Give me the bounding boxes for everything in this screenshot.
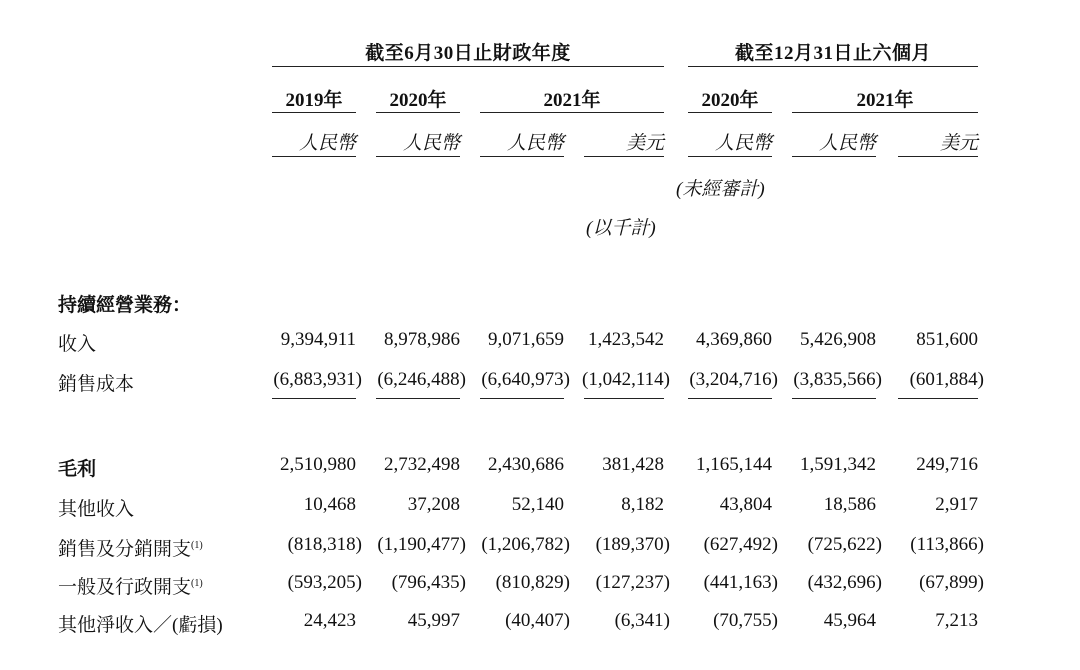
table-cell: (432,696) xyxy=(807,572,882,593)
row-label-text: 其他收入 xyxy=(58,499,135,520)
table-cell: 43,804 xyxy=(719,494,772,515)
year-rule xyxy=(480,112,664,113)
row-label xyxy=(58,572,203,599)
footnote-marker: (1) xyxy=(191,578,203,589)
table-cell: 45,964 xyxy=(823,610,876,631)
table-cell: (189,370) xyxy=(595,534,670,555)
table-cell: (601,884) xyxy=(909,369,984,390)
currency-header: 人民幣 xyxy=(298,133,356,154)
row-label xyxy=(58,534,203,561)
table-cell: 851,600 xyxy=(916,329,978,350)
row-label-text: 一般及行政開支 xyxy=(58,577,192,598)
subtotal-rule xyxy=(584,398,664,399)
year-header-2021-fy: 2021年 xyxy=(543,90,601,111)
table-cell: (6,883,931) xyxy=(273,369,362,390)
row-label xyxy=(58,329,96,356)
year-rule xyxy=(376,112,460,113)
table-cell: 4,369,860 xyxy=(696,329,772,350)
subtotal-rule xyxy=(480,398,564,399)
currency-rule xyxy=(584,156,664,157)
table-cell: (6,640,973) xyxy=(481,369,570,390)
table-cell: 2,917 xyxy=(935,494,978,515)
table-cell: 7,213 xyxy=(935,610,978,631)
table-cell: (1,206,782) xyxy=(481,534,570,555)
row-label-text: 銷售及分銷開支 xyxy=(58,539,192,560)
row-label xyxy=(58,369,134,396)
row-label-text: 收入 xyxy=(58,334,97,355)
row-label-text: 銷售成本 xyxy=(58,374,135,395)
subtotal-rule xyxy=(376,398,460,399)
subtotal-rule xyxy=(898,398,978,399)
subtotal-rule xyxy=(792,398,876,399)
year-header-2020-6m: 2020年 xyxy=(701,90,759,111)
table-cell: (127,237) xyxy=(595,572,670,593)
currency-rule xyxy=(792,156,876,157)
year-header-2021-6m: 2021年 xyxy=(856,90,914,111)
table-cell: 2,510,980 xyxy=(280,454,356,475)
row-label xyxy=(58,454,96,481)
year-rule xyxy=(272,112,356,113)
table-cell: 1,165,144 xyxy=(696,454,772,475)
table-cell: 1,591,342 xyxy=(800,454,876,475)
table-cell: 52,140 xyxy=(511,494,564,515)
subtotal-rule xyxy=(688,398,772,399)
table-cell: 381,428 xyxy=(602,454,664,475)
table-cell: (70,755) xyxy=(713,610,778,631)
table-cell: (3,835,566) xyxy=(793,369,882,390)
year-header-2020-fy: 2020年 xyxy=(389,90,447,111)
table-cell: 1,423,542 xyxy=(588,329,664,350)
currency-rule xyxy=(688,156,772,157)
table-cell: 9,071,659 xyxy=(488,329,564,350)
table-cell: (6,246,488) xyxy=(377,369,466,390)
currency-header: 人民幣 xyxy=(506,133,564,154)
table-cell: 2,430,686 xyxy=(488,454,564,475)
currency-header: 美元 xyxy=(939,133,978,154)
unit-note: (以千計) xyxy=(586,218,656,239)
period-header-six-months: 截至12月31日止六個月 xyxy=(734,43,931,64)
year-rule xyxy=(792,112,978,113)
table-cell: 8,978,986 xyxy=(384,329,460,350)
table-cell: (40,407) xyxy=(505,610,570,631)
subtotal-rule xyxy=(272,398,356,399)
table-cell: 10,468 xyxy=(303,494,356,515)
table-cell: 2,732,498 xyxy=(384,454,460,475)
currency-header: 人民幣 xyxy=(402,133,460,154)
table-cell: 18,586 xyxy=(823,494,876,515)
currency-rule xyxy=(898,156,978,157)
table-cell: (593,205) xyxy=(287,572,362,593)
unaudited-note: (未經審計) xyxy=(676,179,765,200)
table-cell: 24,423 xyxy=(303,610,356,631)
table-cell: 9,394,911 xyxy=(280,329,356,350)
table-cell: 8,182 xyxy=(621,494,664,515)
table-cell: (627,492) xyxy=(703,534,778,555)
table-cell: (810,829) xyxy=(495,572,570,593)
table-cell: (6,341) xyxy=(614,610,670,631)
table-cell: (441,163) xyxy=(703,572,778,593)
table-cell: (113,866) xyxy=(910,534,984,555)
row-label-text: 其他淨收入／(虧損) xyxy=(58,615,223,636)
table-cell: (67,899) xyxy=(919,572,984,593)
table-cell: (796,435) xyxy=(391,572,466,593)
table-cell: (725,622) xyxy=(807,534,882,555)
section-heading-continuing-operations: 持續經營業務： xyxy=(58,295,192,316)
table-cell: 37,208 xyxy=(407,494,460,515)
table-cell: 249,716 xyxy=(916,454,978,475)
table-cell: (3,204,716) xyxy=(689,369,778,390)
currency-header: 人民幣 xyxy=(818,133,876,154)
table-cell: (1,190,477) xyxy=(377,534,466,555)
currency-rule xyxy=(272,156,356,157)
period-rule-fiscal-year xyxy=(272,66,664,67)
year-rule xyxy=(688,112,772,113)
row-label xyxy=(58,494,134,521)
currency-header: 美元 xyxy=(625,133,664,154)
row-label xyxy=(58,610,223,637)
table-cell: 45,997 xyxy=(407,610,460,631)
row-label-text: 毛利 xyxy=(58,459,97,480)
currency-rule xyxy=(376,156,460,157)
footnote-marker: (1) xyxy=(191,540,203,551)
table-cell: (818,318) xyxy=(287,534,362,555)
period-header-fiscal-year: 截至6月30日止財政年度 xyxy=(365,43,571,64)
period-rule-six-months xyxy=(688,66,978,67)
table-cell: (1,042,114) xyxy=(582,369,670,390)
currency-rule xyxy=(480,156,564,157)
year-header-2019: 2019年 xyxy=(285,90,343,111)
table-cell: 5,426,908 xyxy=(800,329,876,350)
currency-header: 人民幣 xyxy=(714,133,772,154)
